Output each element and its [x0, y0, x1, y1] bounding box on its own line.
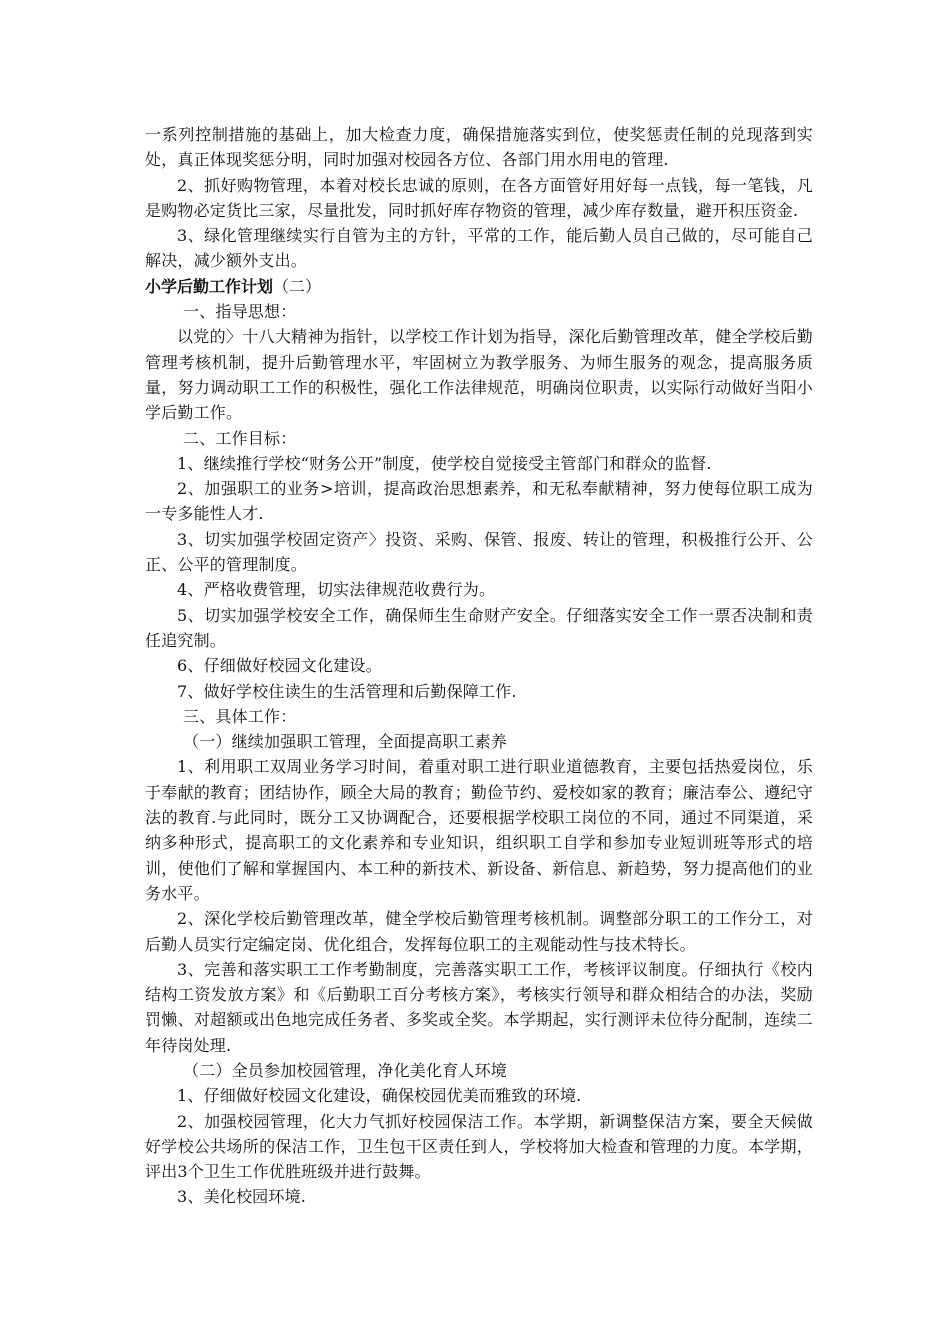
paragraph-purchase-management: 2、抓好购物管理，本着对校长忠诚的原则，在各方面管好用好每一点钱，每一笔钱，凡是购物必定货比三家，尽量批发，同时抓好库存物资的管理，减少库存数量，避开积压资金. [145, 175, 813, 220]
work-item: 2、深化学校后勤管理改革，健全学校后勤管理考核机制。调整部分职工的工作分工，对后勤人员实行定编定岗、优化组合，发挥每位职工的主观能动性与技术特长。 [145, 909, 813, 954]
subheading-staff-management: （一）继续加强职工管理，全面提高职工素养 [183, 732, 508, 752]
document-page [145, 122, 813, 1210]
goal-item: 3、切实加强学校固定资产〉投资、采购、保管、报废、转让的管理，积极推行公开、公正、公平的管理制度。 [145, 529, 813, 575]
goal-item: 6、仔细做好校园文化建设。 [177, 656, 382, 676]
work-item: 1、利用职工双周业务学习时间，着重对职工进行职业道德教育，主要包括热爱岗位，乐于奉献的教育；团结协作，顾全大局的教育；勤俭节约、爱校如家的教育；廉洁奉公、遵纪守法的教育.与此同时，既分工又协调配合，还要根据学校职工岗位的不同，通过不同渠道，采纳多种形式，提高职工的文化素养和专业知识，组织职工自学和参加专业短训班等形式的培训，使他们了解和掌握国内、本工种的新技术、新设备、新信息、新趋势，努力提高他们的业务水平。 [145, 757, 813, 903]
section-title-text: 小学后勤工作计划 [145, 276, 274, 296]
work-item: 2、加强校园管理，化大力气抓好校园保洁工作。本学期，新调整保洁方案，要全天候做好学校公共场所的保洁工作，卫生包干区责任到人，学校将加大检查和管理的力度。本学期，评出3个卫生工作优胜班级并进行鼓舞。 [145, 1111, 813, 1182]
goal-item: 5、切实加强学校安全工作，确保师生生命财产安全。仔细落实安全工作一票否决制和责任追究制。 [145, 605, 813, 650]
work-item: 3、美化校园环境. [177, 1187, 307, 1207]
heading-specific-work: 三、具体工作： [183, 706, 297, 726]
goal-item: 4、严格收费管理，切实法律规范收费行为。 [177, 580, 496, 600]
work-item: 3、完善和落实职工工作考勤制度，完善落实职工工作，考核评议制度。仔细执行《校内结构工资发放方案》和《后勤职工百分考核方案》，考核实行领导和群众相结合的办法，奖励罚懒、对超额或出色地完成任务者、多奖或全奖。本学期起，实行测评未位待分配制，连续二年待岗处理. [145, 959, 813, 1055]
paragraph-continuation: 一系列控制措施的基础上，加大检查力度，确保措施落实到位，使奖惩责任制的兑现落到实处，真正体现奖惩分明，同时加强对校园各方位、各部门用水用电的管理. [145, 125, 813, 170]
goal-item: 1、继续推行学校“财务公开”制度，使学校自觉接受主管部门和群众的监督. [177, 453, 712, 473]
goal-item: 2、加强职工的业务>培训，提高政治思想素养，和无私奉献精神，努力使每位职工成为一专多能性人才. [145, 479, 813, 524]
paragraph-greening-management: 3、绿化管理继续实行自管为主的方针，平常的工作，能后勤人员自己做的，尽可能自己解决，减少额外支出。 [145, 226, 813, 271]
section-title [145, 274, 813, 299]
section-title-suffix: （二） [273, 276, 322, 296]
heading-work-goals: 二、工作目标： [183, 428, 297, 448]
heading-guiding-thought: 一、指导思想： [183, 302, 297, 322]
subheading-campus-management: （二）全员参加校园管理，净化美化育人环境 [183, 1060, 508, 1080]
paragraph-guiding-thought: 以党的〉十八大精神为指针，以学校工作计划为指导，深化后勤管理改革，健全学校后勤管理考核机制，提升后勤管理水平，牢固树立为教学服务、为师生服务的观念，提高服务质量，努力调动职工工作的积极性，强化工作法律规范，明确岗位职责，以实际行动做好当阳小学后勤工作。 [145, 327, 813, 423]
work-item: 1、仔细做好校园文化建设，确保校园优美而雅致的环境. [177, 1086, 582, 1106]
goal-item: 7、做好学校住读生的生活管理和后勤保障工作. [177, 681, 517, 701]
